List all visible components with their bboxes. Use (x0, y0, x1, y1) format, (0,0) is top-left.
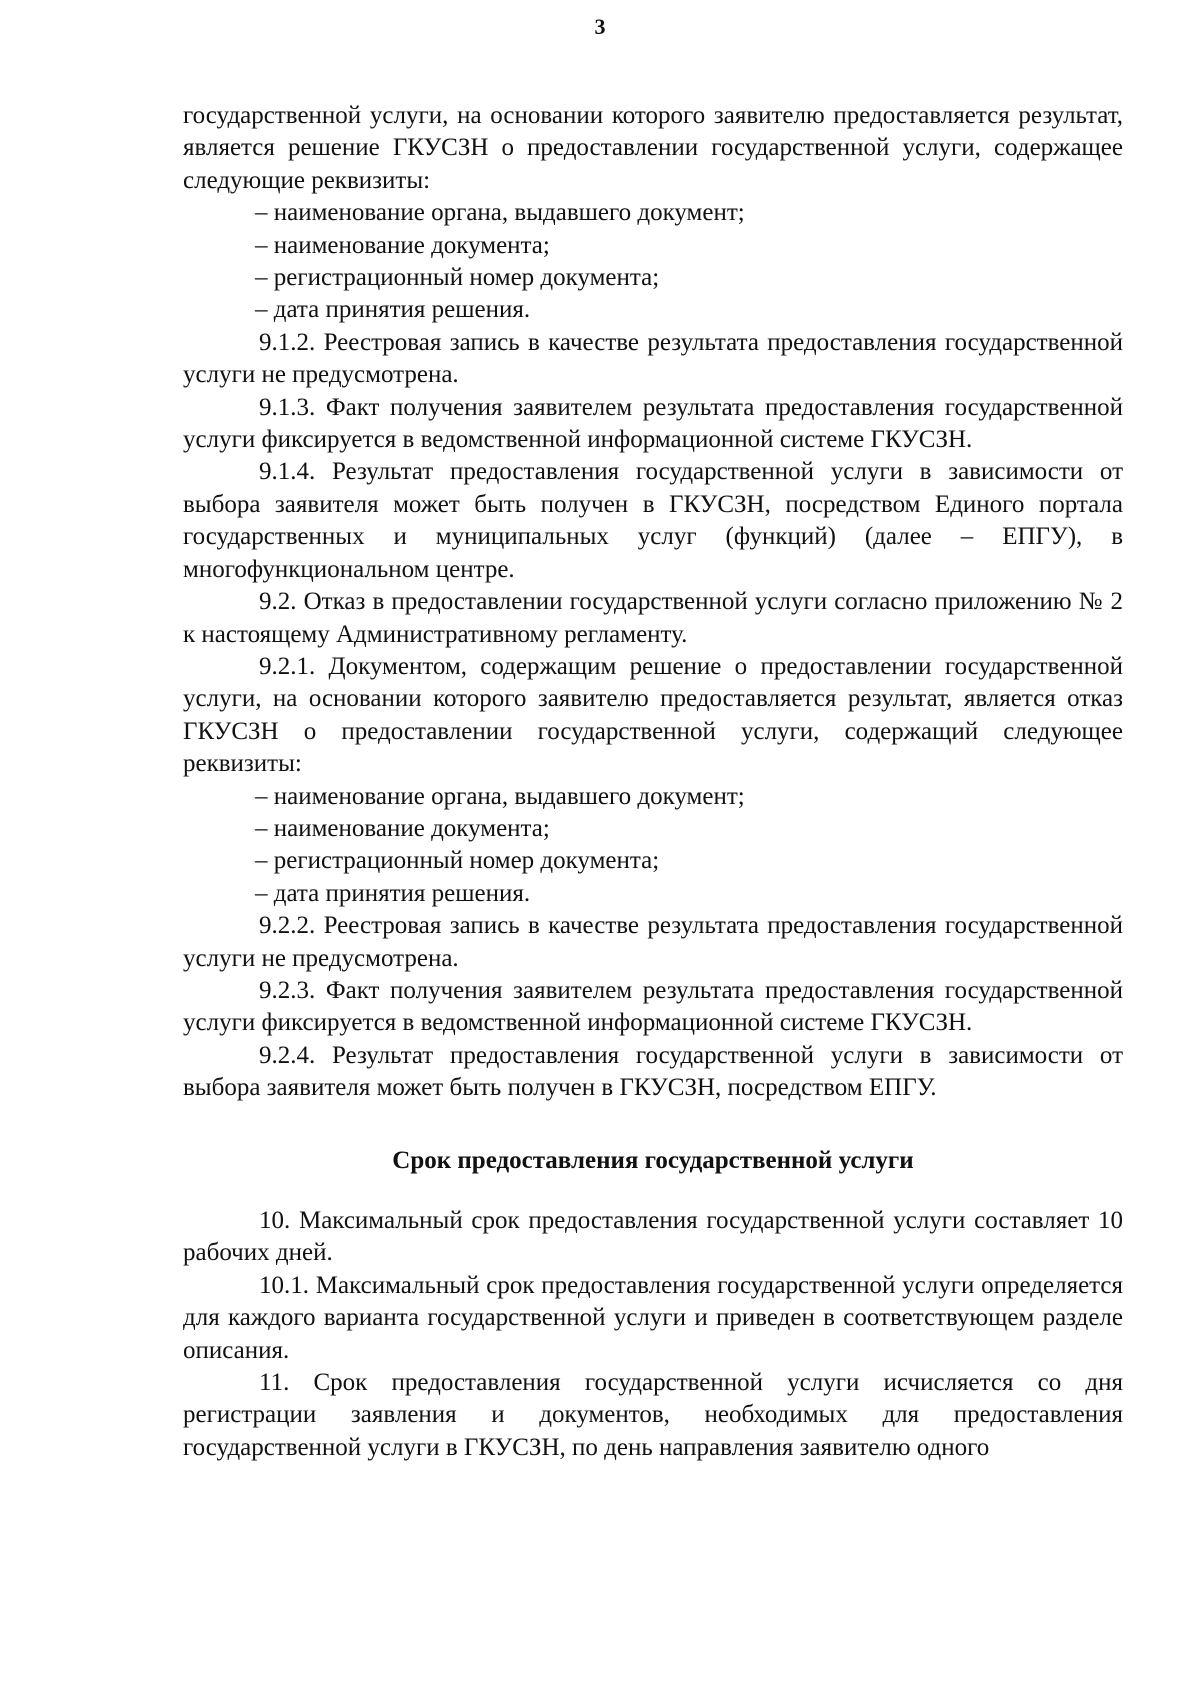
paragraph-9-2-2: 9.2.2. Реестровая запись в качестве результата предоставления государственной услуги не предусмотрена. (183, 912, 1123, 972)
list-item-doc-name: – наименование документа; (255, 231, 550, 259)
list-item-issuer: – наименование органа, выдавшего документ; (255, 199, 745, 227)
paragraph-10: 10. Максимальный срок предоставления государственной услуги составляет 10 рабочих дней. (183, 1207, 1123, 1267)
paragraph-result-document: государственной услуги, на основании которого заявителю предоставляется результат, является решение ГКУСЗН о предоставлении государственной услуги, содержащее следующие реквизиты: (183, 102, 1123, 194)
document-body (183, 100, 1123, 1464)
list-item-issuer: – наименование органа, выдавшего документ; (255, 782, 745, 810)
list-item-doc-name: – наименование документа; (255, 814, 550, 842)
paragraph-11: 11. Срок предоставления государственной услуги исчисляется со дня регистрации заявления и документов, необходимых для предоставления государственной услуги в ГКУСЗН, по день направления заявителю одного (183, 1369, 1123, 1461)
paragraph-9-1-2: 9.1.2. Реестровая запись в качестве результата предоставления государственной услуги не предусмотрена. (183, 328, 1123, 389)
paragraph-9-2-1: 9.2.1. Документом, содержащим решение о предоставлении государственной услуги, на основании которого заявителю предоставляется результат, является отказ ГКУСЗН о предоставлении государственной услуги, содержащий следующее реквизиты: (183, 652, 1123, 778)
list-item-reg-number: – регистрационный номер документа; (255, 847, 660, 875)
paragraph-9-2-3: 9.2.3. Факт получения заявителем результата предоставления государственной услуги фиксируется в ведомственной информационной системе ГКУСЗН. (183, 976, 1123, 1037)
list-item-decision-date: – дата принятия решения. (255, 296, 531, 324)
paragraph-9-1-3: 9.1.3. Факт получения заявителем результата предоставления государственной услуги фиксируется в ведомственной информационной системе ГКУСЗН. (183, 393, 1123, 454)
list-item-decision-date: – дата принятия решения. (255, 879, 531, 907)
paragraph-9-2: 9.2. Отказ в предоставлении государственной услуги согласно приложению № 2 к настоящему Административному регламенту. (183, 588, 1123, 648)
paragraph-10-1: 10.1. Максимальный срок предоставления государственной услуги определяется для каждого варианта государственной услуги и приведен в соответствующем разделе описания. (183, 1271, 1123, 1364)
list-item-reg-number: – регистрационный номер документа; (255, 264, 660, 292)
section-heading: Срок предоставления государственной услуги (392, 1146, 914, 1174)
paragraph-9-1-4: 9.1.4. Результат предоставления государственной услуги в зависимости от выбора заявителя может быть получен в ГКУСЗН, посредством Единого портала государственных и муниципальных услуг (функций) (далее – ЕПГУ), в многофункциональном центре. (183, 458, 1123, 583)
page-number: 3 (594, 14, 606, 39)
paragraph-9-2-4: 9.2.4. Результат предоставления государственной услуги в зависимости от выбора заявителя может быть получен в ГКУСЗН, посредством ЕПГУ. (183, 1041, 1123, 1102)
